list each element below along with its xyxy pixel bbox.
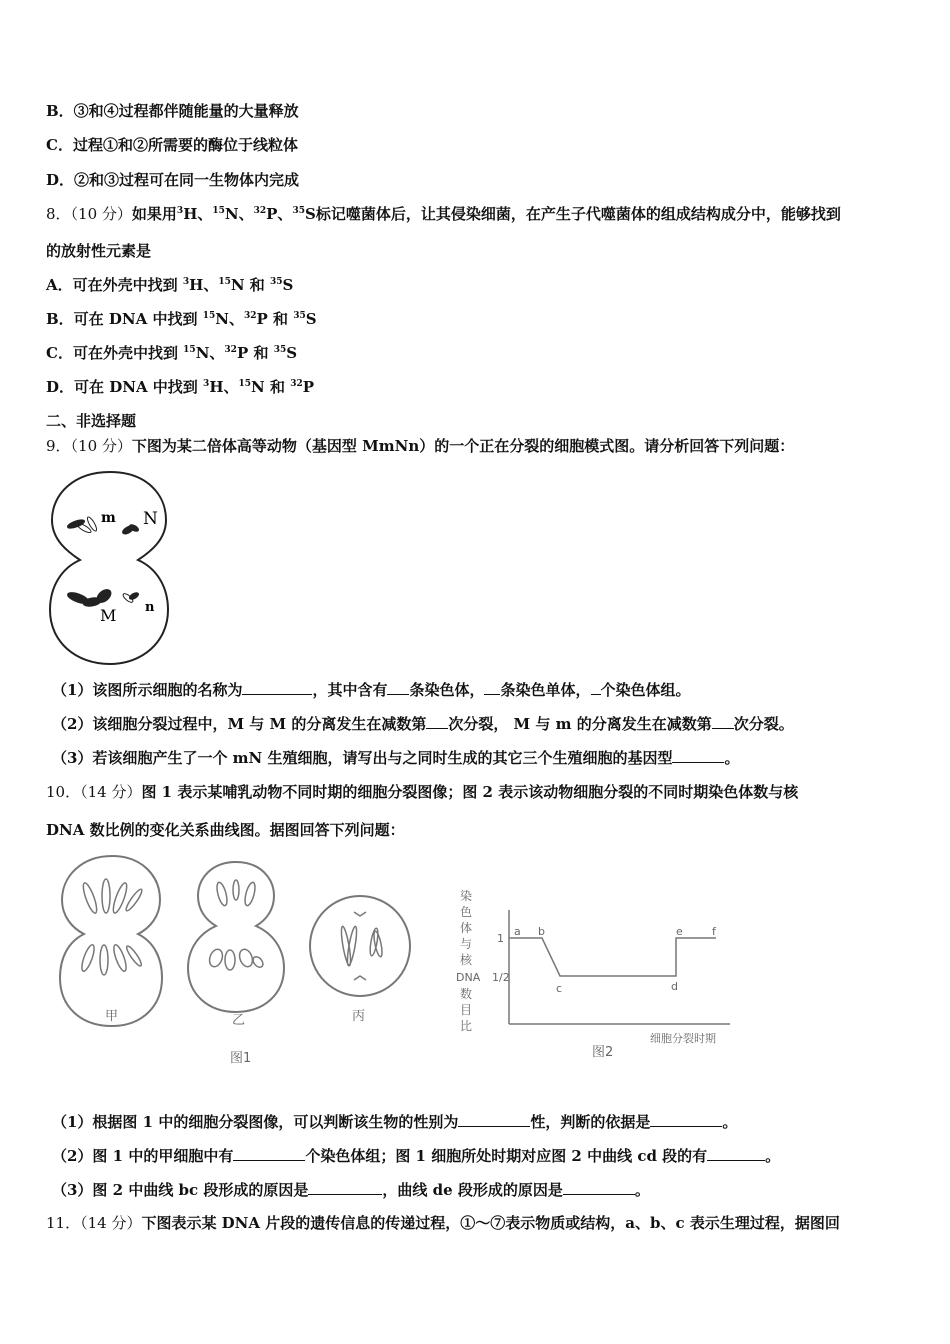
fig2-ylabel-char: 目 xyxy=(460,1003,473,1017)
fig2-curve xyxy=(509,938,716,976)
q9-sub2: （2）该细胞分裂过程中，M 与 M 的分离发生在减数第 次分裂， M 与 m 的分离发生在减数第 次分裂。 xyxy=(52,715,794,733)
q10-stem: 10．（14 分）图 1 表示某哺乳动物不同时期的细胞分裂图像；图 2 表示该动物细胞分裂的不同时期染色体数与核 xyxy=(46,783,799,801)
q9-cell-figure xyxy=(46,468,174,668)
q8-option-b: B．可在 DNA 中找到 $^{15}$N、$^{32}$P 和 $^{35}$S xyxy=(46,310,317,328)
gene-label-m: m xyxy=(101,510,116,526)
q10-sub1: （1）根据图 1 中的细胞分裂图像，可以判断该生物的性别为 性，判断的依据是 。 xyxy=(52,1113,738,1131)
fig2-point-c: c xyxy=(556,982,563,995)
gene-label-N: N xyxy=(143,509,158,529)
q9-number: 9．（10 分） xyxy=(46,437,132,455)
fig2-point-e: e xyxy=(676,925,683,938)
fig2-point-a: a xyxy=(514,925,521,938)
fig2-point-f: f xyxy=(712,925,716,938)
fig1-label-jia: 甲 xyxy=(105,1009,119,1024)
gene-label-M: M xyxy=(100,606,117,625)
q9-sub1: （1）该图所示细胞的名称为 ，其中含有 条染色体， 条染色单体， 个染色体组。 xyxy=(52,681,691,699)
q9-sub3: （3）若该细胞产生了一个 mN 生殖细胞，请写出与之同时生成的其它三个生殖细胞的基因型 。 xyxy=(52,749,740,767)
q7-option-b: B．③和④过程都伴随能量的大量释放 xyxy=(46,102,299,120)
q8-stem: 8．（10 分）如果用$^3$H、$^{15}$N、$^{32}$P、$^{35}$S标记噬菌体后，让其侵染细菌，在产生子代噬菌体的组成结构成分中，能够找到 xyxy=(46,205,841,223)
q9-stem: 9．（10 分）下图为某二倍体高等动物（基因型 MmNn）的一个正在分裂的细胞模式图。请分析回答下列问题： xyxy=(46,437,795,455)
fig1-label-yi: 乙 xyxy=(232,1013,246,1028)
fig2-ylabel-char: 体 xyxy=(460,921,473,935)
q10-sub3: （3）图 2 中曲线 bc 段形成的原因是 ，曲线 de 段形成的原因是 。 xyxy=(52,1181,650,1199)
section-title: 二、非选择题 xyxy=(46,412,137,430)
q10-sub2: （2）图 1 中的甲细胞中有 个染色体组；图 1 细胞所处时期对应图 2 中曲线 cd 段的有 。 xyxy=(52,1147,781,1165)
fig2-ylabel-dna: DNA xyxy=(456,971,481,984)
fig1-caption: 图1 xyxy=(230,1051,252,1066)
fig2-point-b: b xyxy=(538,925,545,938)
fig2-ylabel-char: 核 xyxy=(460,953,473,967)
q11-stem: 11．（14 分）下图表示某 DNA 片段的遗传信息的传递过程，①～⑦表示物质或结构，a、b、c 表示生理过程，据图回 xyxy=(46,1214,840,1232)
fig2-ylabel-char: 与 xyxy=(460,937,473,951)
q7-option-c: C．过程①和②所需要的酶位于线粒体 xyxy=(46,136,298,154)
q8-option-d: D．可在 DNA 中找到 $^3$H、$^{15}$N 和 $^{32}$P xyxy=(46,378,314,396)
fig2-tick-half: 1/2 xyxy=(492,971,510,984)
q10-figure-2 xyxy=(452,880,742,1065)
fig2-xlabel: 细胞分裂时期 xyxy=(650,1032,716,1045)
fig2-caption: 图2 xyxy=(592,1045,614,1060)
q11-number: 11．（14 分） xyxy=(46,1214,142,1232)
fig2-ylabel-char: 数 xyxy=(460,987,473,1001)
q8-option-c: C．可在外壳中找到 $^{15}$N、$^{32}$P 和 $^{35}$S xyxy=(46,344,298,362)
q8-option-a: A．可在外壳中找到 $^3$H、$^{15}$N 和 $^{35}$S xyxy=(46,276,294,294)
q8-number: 8．（10 分） xyxy=(46,205,132,223)
fig2-ylabel-char: 染 xyxy=(460,889,473,903)
q10-stem-cont: DNA 数比例的变化关系曲线图。据图回答下列问题： xyxy=(46,821,405,839)
gene-label-n: n xyxy=(145,600,155,615)
fig2-point-d: d xyxy=(671,980,678,993)
fig2-ylabel-char: 比 xyxy=(460,1019,473,1033)
fig2-tick-1: 1 xyxy=(497,932,504,945)
fig2-ylabel-char: 色 xyxy=(460,905,473,919)
q7-option-d: D．②和③过程可在同一生物体内完成 xyxy=(46,171,300,189)
fig1-label-bing: 丙 xyxy=(352,1009,366,1024)
q8-stem-cont: 的放射性元素是 xyxy=(46,242,152,260)
q10-number: 10．（14 分） xyxy=(46,783,142,801)
q10-figure-1 xyxy=(50,850,430,1075)
